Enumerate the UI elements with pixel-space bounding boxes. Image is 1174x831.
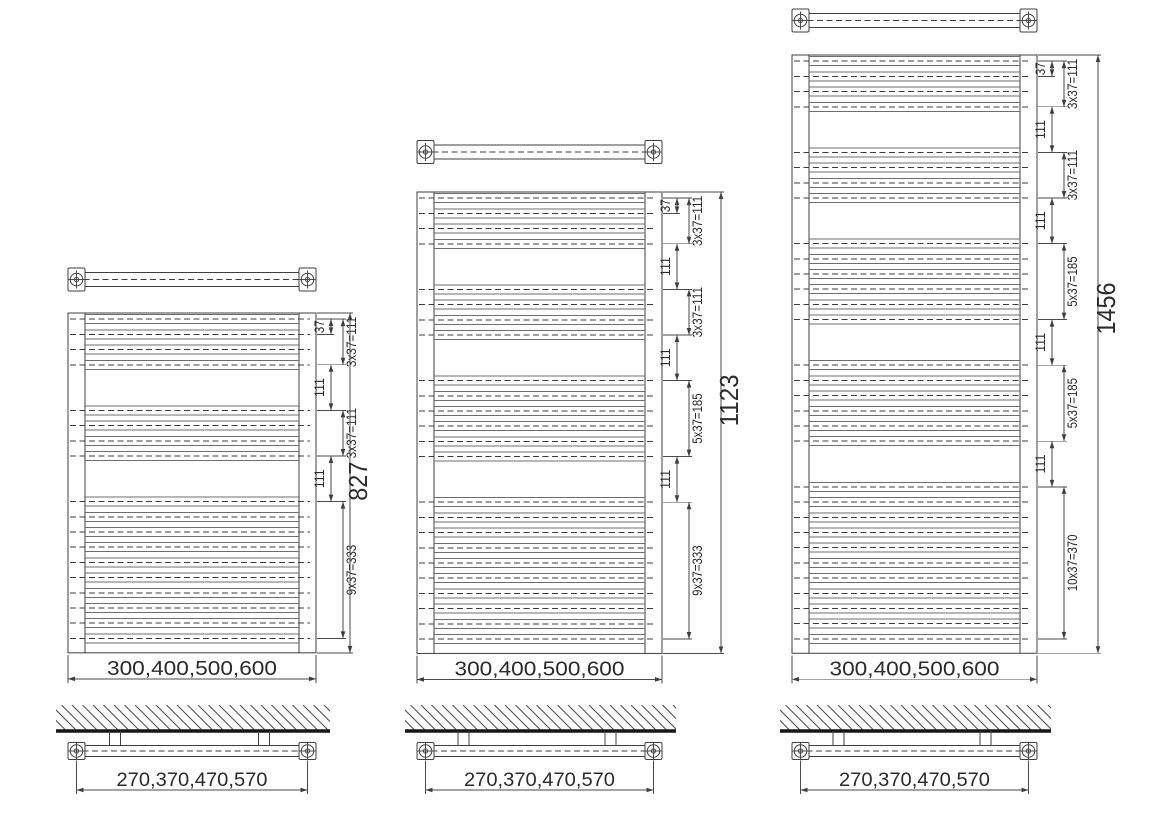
hatch-line — [786, 705, 812, 731]
wall-mounting-view — [754, 705, 1074, 794]
gap-dimension-label: 111 — [1032, 330, 1048, 352]
dimension-arrow — [341, 631, 346, 638]
hatch-line — [505, 705, 531, 731]
dimension-arrow — [1030, 677, 1037, 682]
hatch-line — [547, 705, 573, 731]
group-dimension-label: 9x37=333 — [343, 533, 359, 596]
group-dimension-label: 3x37=111 — [1064, 49, 1080, 110]
dimension-arrow — [687, 502, 692, 509]
hatch-line — [125, 705, 151, 731]
hatch-line — [673, 705, 699, 731]
gap-dimension-label: 111 — [657, 346, 673, 368]
hatch-line — [314, 705, 340, 731]
wall-mounting-view — [379, 705, 699, 794]
dimension-arrow — [426, 788, 433, 793]
pitch-dimension-label: 37 — [657, 196, 673, 213]
wall-hatching — [379, 705, 699, 731]
dimension-arrow — [1050, 441, 1055, 448]
hatch-line — [610, 705, 636, 731]
hatch-line — [817, 705, 843, 731]
dimension-arrow — [1096, 55, 1101, 62]
group-dimension-label: 5x37=185 — [1064, 366, 1080, 429]
hatch-line — [484, 705, 510, 731]
dimension-arrow — [801, 788, 808, 793]
gap-dimension-label: 111 — [311, 375, 327, 398]
hatch-line — [30, 705, 56, 731]
hatch-line — [62, 705, 88, 731]
dimension-arrow — [675, 457, 680, 464]
hatch-line — [411, 705, 437, 731]
pitch-dimension-label: 37 — [311, 317, 327, 334]
gap-dimension-label: 111 — [1032, 117, 1048, 140]
hatch-line — [93, 705, 119, 731]
wall-hatching — [754, 705, 1074, 731]
dimension-arrow — [1062, 487, 1067, 494]
hatch-line — [985, 705, 1011, 731]
dimension-arrow — [329, 365, 334, 372]
dimension-arrow — [1062, 434, 1067, 441]
gap-dimension-label: 111 — [1032, 209, 1048, 231]
hatch-line — [51, 705, 77, 731]
hatch-line — [432, 705, 458, 731]
dimension-arrow — [309, 677, 316, 682]
hatch-line — [421, 705, 447, 731]
hatch-line — [828, 705, 854, 731]
dimension-arrow — [301, 788, 308, 793]
hatch-line — [870, 705, 896, 731]
dimension-arrow — [68, 677, 75, 682]
dimension-arrow — [1096, 646, 1101, 653]
radiator-frame — [417, 192, 662, 653]
dimension-arrow — [792, 677, 799, 682]
dimension-arrow — [675, 374, 680, 381]
width-options-label: 300,400,500,600 — [107, 657, 277, 680]
dimension-arrow — [1050, 237, 1055, 244]
overall-height-label: 1456 — [1091, 276, 1121, 335]
hatch-line — [589, 705, 615, 731]
radiator-frame — [68, 313, 316, 653]
hatch-line — [600, 705, 626, 731]
gap-dimension-label: 111 — [657, 467, 673, 489]
dimension-arrow — [417, 677, 424, 682]
dimension-arrow — [348, 313, 353, 320]
hatch-line — [167, 705, 193, 731]
mounting-bar-top-view — [417, 141, 663, 164]
hatch-line — [558, 705, 584, 731]
hatch-line — [807, 705, 833, 731]
group-dimension-label: 3x37=111 — [343, 398, 359, 459]
hatch-line — [453, 705, 479, 731]
hatch-line — [135, 705, 161, 731]
hatch-line — [293, 705, 319, 731]
dimension-arrow — [687, 632, 692, 639]
mounting-bar-top-view — [792, 9, 1038, 32]
hatch-line — [209, 705, 235, 731]
hatch-line — [104, 705, 130, 731]
dimension-arrow — [341, 502, 346, 509]
dimension-arrow — [329, 495, 334, 502]
hatch-line — [156, 705, 182, 731]
hatch-line — [240, 705, 266, 731]
hatch-line — [41, 705, 67, 731]
dimension-arrow — [655, 677, 662, 682]
group-dimension-label: 3x37=111 — [343, 307, 359, 368]
dimension-arrow — [1062, 313, 1067, 320]
hatch-line — [975, 705, 1001, 731]
hatch-line — [642, 705, 668, 731]
gap-dimension-label: 111 — [657, 254, 673, 277]
group-dimension-label: 5x37=185 — [1064, 244, 1080, 307]
dimension-arrow — [348, 646, 353, 653]
overall-height-label: 827 — [343, 457, 373, 501]
hatch-line — [390, 705, 416, 731]
wall-mounting-view — [30, 705, 350, 794]
dimension-arrow — [1050, 107, 1055, 114]
hatch-line — [943, 705, 969, 731]
radiator-body — [792, 55, 1037, 653]
hatch-line — [198, 705, 224, 731]
hatch-line — [230, 705, 256, 731]
hatch-line — [754, 705, 780, 731]
dimension-arrow — [719, 192, 724, 199]
dimension-arrow — [329, 456, 334, 463]
hatch-line — [1006, 705, 1032, 731]
hatch-line — [537, 705, 563, 731]
dimension-arrow — [647, 788, 654, 793]
width-options-label: 300,400,500,600 — [454, 658, 625, 681]
group-dimension-label: 3x37=111 — [689, 186, 705, 247]
group-dimension-label: 9x37=333 — [689, 533, 705, 596]
pitch-dimension-label: 37 — [1032, 59, 1048, 76]
hatch-line — [621, 705, 647, 731]
hatch-line — [775, 705, 801, 731]
group-dimension-label: 3x37=111 — [689, 277, 705, 338]
hatch-line — [261, 705, 287, 731]
hatch-line — [282, 705, 308, 731]
hatch-line — [400, 705, 426, 731]
dimension-arrow — [687, 381, 692, 388]
radiator-drawing-1456 — [754, 9, 1121, 794]
hatch-line — [954, 705, 980, 731]
hatch-line — [880, 705, 906, 731]
dimension-arrow — [719, 646, 724, 653]
hatch-line — [631, 705, 657, 731]
hatch-line — [251, 705, 277, 731]
hatch-line — [663, 705, 689, 731]
dimension-arrow — [1050, 320, 1055, 327]
hatch-line — [652, 705, 678, 731]
radiator-body — [68, 313, 316, 653]
width-options-label: 300,400,500,600 — [829, 658, 1000, 681]
gap-dimension-label: 111 — [1032, 452, 1048, 474]
hatch-line — [568, 705, 594, 731]
dimension-arrow — [675, 244, 680, 251]
hatch-line — [516, 705, 542, 731]
dimension-arrow — [77, 788, 84, 793]
hatch-line — [474, 705, 500, 731]
group-dimension-label: 5x37=185 — [689, 381, 705, 444]
group-dimension-label: 3x37=111 — [1064, 140, 1080, 201]
dimension-arrow — [1050, 61, 1055, 68]
bracket-spacing-label: 270,370,470,570 — [464, 770, 615, 791]
hatch-line — [272, 705, 298, 731]
hatch-line — [219, 705, 245, 731]
gap-dimension-label: 111 — [311, 467, 327, 489]
radiator-body — [417, 192, 662, 653]
dimension-arrow — [329, 403, 334, 410]
hatch-line — [901, 705, 927, 731]
hatch-line — [177, 705, 203, 731]
radiator-drawing-1123 — [379, 141, 744, 795]
radiator-frame — [792, 55, 1037, 653]
hatch-line — [1027, 705, 1053, 731]
hatch-line — [1048, 705, 1074, 731]
hatch-line — [849, 705, 875, 731]
dimension-arrow — [675, 335, 680, 342]
hatch-line — [1017, 705, 1043, 731]
dimension-arrow — [329, 319, 334, 326]
mounting-bar-top-view — [68, 268, 317, 291]
dimension-arrow — [329, 327, 334, 334]
hatch-line — [83, 705, 109, 731]
hatch-line — [933, 705, 959, 731]
hatch-line — [146, 705, 172, 731]
hatch-line — [379, 705, 405, 731]
overall-height-label: 1123 — [714, 370, 744, 427]
hatch-line — [859, 705, 885, 731]
radiator-drawing-827 — [30, 268, 373, 794]
hatch-line — [838, 705, 864, 731]
hatch-line — [188, 705, 214, 731]
hatch-line — [324, 705, 350, 731]
hatch-line — [964, 705, 990, 731]
dimension-arrow — [1050, 358, 1055, 365]
bracket-spacing-label: 270,370,470,570 — [839, 770, 990, 791]
dimension-arrow — [675, 495, 680, 502]
hatch-line — [912, 705, 938, 731]
hatch-line — [1038, 705, 1064, 731]
hatch-line — [463, 705, 489, 731]
hatch-line — [495, 705, 521, 731]
wall-hatching — [30, 705, 350, 731]
dimension-arrow — [1062, 244, 1067, 251]
dimension-arrow — [675, 198, 680, 205]
hatch-line — [303, 705, 329, 731]
hatch-line — [442, 705, 468, 731]
hatch-line — [996, 705, 1022, 731]
dimension-arrow — [1050, 198, 1055, 205]
dimension-arrow — [675, 282, 680, 289]
group-dimension-label: 10x37=370 — [1064, 521, 1080, 592]
hatch-line — [765, 705, 791, 731]
dimension-arrow — [675, 206, 680, 213]
hatch-line — [72, 705, 98, 731]
hatch-line — [114, 705, 140, 731]
hatch-line — [891, 705, 917, 731]
hatch-line — [922, 705, 948, 731]
bracket-spacing-label: 270,370,470,570 — [116, 770, 268, 791]
hatch-line — [796, 705, 822, 731]
dimension-arrow — [1022, 788, 1029, 793]
dimension-arrow — [1050, 145, 1055, 152]
dimension-arrow — [1062, 632, 1067, 639]
hatch-line — [526, 705, 552, 731]
dimension-arrow — [1050, 480, 1055, 487]
dimension-arrow — [1062, 365, 1067, 372]
hatch-line — [579, 705, 605, 731]
dimension-arrow — [1050, 69, 1055, 76]
dimension-arrow — [687, 450, 692, 457]
